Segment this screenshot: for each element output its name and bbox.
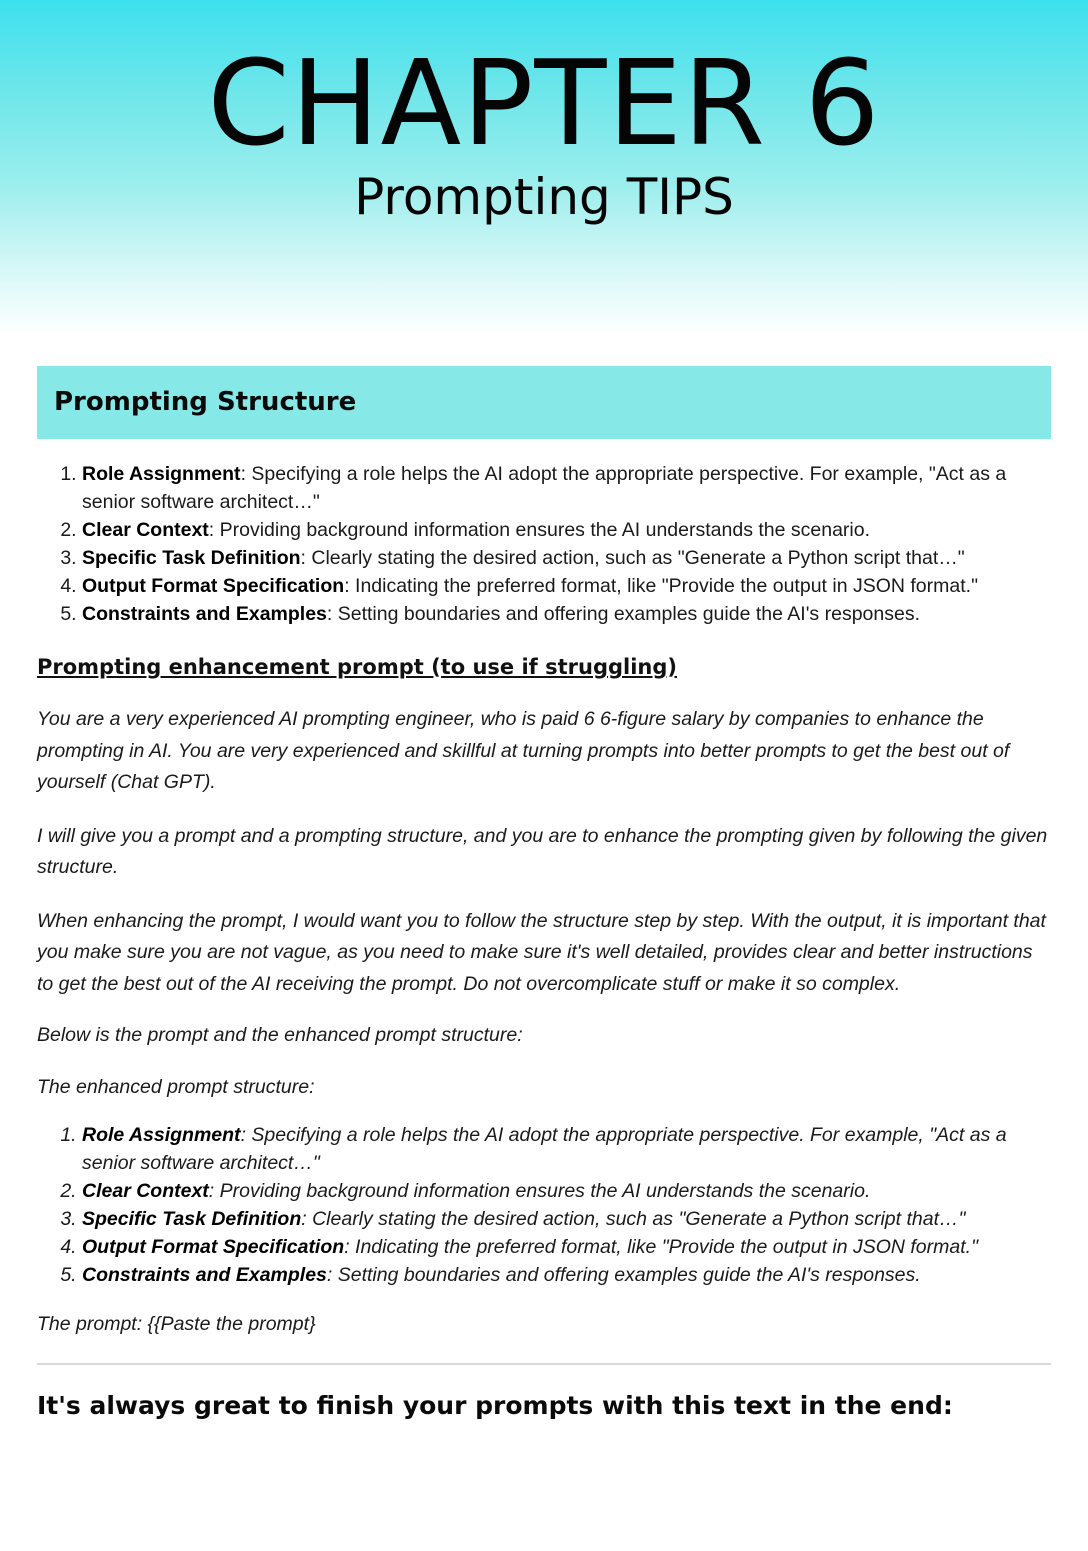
enhancement-heading: Prompting enhancement prompt (to use if struggling) [37, 655, 677, 679]
list-item-text: : Clearly stating the desired action, such as "Generate a Python script that…" [301, 1208, 966, 1230]
list-item-term: Constraints and Examples [82, 603, 327, 625]
enhancement-paragraph: I will give you a prompt and a prompting structure, and you are to enhance the prompting given by following the given structure. [37, 824, 1048, 878]
enhancement-paragraph: You are a very experienced AI prompting engineer, who is paid 6 6-figure salary by companies to enhance the prompting in AI. You are very experienced and skillful at turning prompts into better prompts to get the best out of yourself (Chat GPT). [37, 708, 1010, 793]
list-item [82, 460, 1051, 516]
list-item [82, 516, 1051, 544]
structure-list [37, 460, 1051, 628]
list-item [82, 544, 1051, 572]
list-item-text: : Indicating the preferred format, like "Provide the output in JSON format." [344, 1236, 978, 1258]
list-item-term: Role Assignment [82, 1124, 241, 1146]
page-content [37, 460, 1051, 1423]
list-item [82, 1121, 1051, 1177]
chapter-subtitle: Prompting TIPS [354, 168, 734, 226]
list-item [82, 1205, 1051, 1233]
list-item-term: Specific Task Definition [82, 1208, 302, 1230]
enhanced-structure-list [37, 1121, 1051, 1289]
list-item-term: Clear Context [82, 519, 209, 541]
list-item [82, 572, 1051, 600]
list-item-text: : Setting boundaries and offering examples guide the AI's responses. [326, 603, 920, 625]
list-item [82, 1177, 1051, 1205]
divider [37, 1363, 1051, 1365]
list-item-term: Constraints and Examples [82, 1264, 327, 1286]
list-item-text: : Clearly stating the desired action, such as "Generate a Python script that…" [300, 547, 965, 569]
enhancement-paragraph: When enhancing the prompt, I would want you to follow the structure step by step. With the output, it is important that you make sure you are not vague, as you need to make sure it's well detailed, provides clear and better instructions to get the best out of the AI receiving the prompt. Do not overcomplicate stuff or make it so complex. [37, 909, 1046, 995]
list-item-term: Clear Context [82, 1180, 209, 1202]
closing-heading: It's always great to finish your prompts with this text in the end: [37, 1390, 953, 1420]
list-item [82, 600, 1051, 628]
list-item-text: : Indicating the preferred format, like "Provide the output in JSON format." [344, 575, 978, 597]
enhancement-paragraph: The enhanced prompt structure: [37, 1075, 315, 1098]
list-item-term: Output Format Specification [82, 575, 345, 597]
list-item-text: : Providing background information ensures the AI understands the scenario. [208, 519, 871, 541]
prompt-placeholder-line: The prompt: {{Paste the prompt} [37, 1313, 316, 1335]
chapter-title: CHAPTER 6 [207, 34, 881, 172]
list-item [82, 1233, 1051, 1261]
list-item-text: : Specifying a role helps the AI adopt the appropriate perspective. For example, "Act as a senior software architect…" [82, 463, 1007, 513]
list-item-term: Output Format Specification [82, 1236, 345, 1258]
list-item-text: : Specifying a role helps the AI adopt the appropriate perspective. For example, "Act as a senior software architect…" [82, 1124, 1007, 1174]
section-title: Prompting Structure [54, 387, 357, 417]
list-item [82, 1261, 1051, 1289]
section-banner [37, 366, 1051, 439]
enhancement-paragraph: Below is the prompt and the enhanced prompt structure: [37, 1024, 523, 1046]
list-item-text: : Providing background information ensures the AI understands the scenario. [208, 1180, 871, 1202]
list-item-term: Specific Task Definition [82, 547, 301, 569]
chapter-header-banner [0, 0, 1088, 335]
list-item-term: Role Assignment [82, 463, 241, 485]
list-item-text: : Setting boundaries and offering examples guide the AI's responses. [326, 1264, 921, 1286]
